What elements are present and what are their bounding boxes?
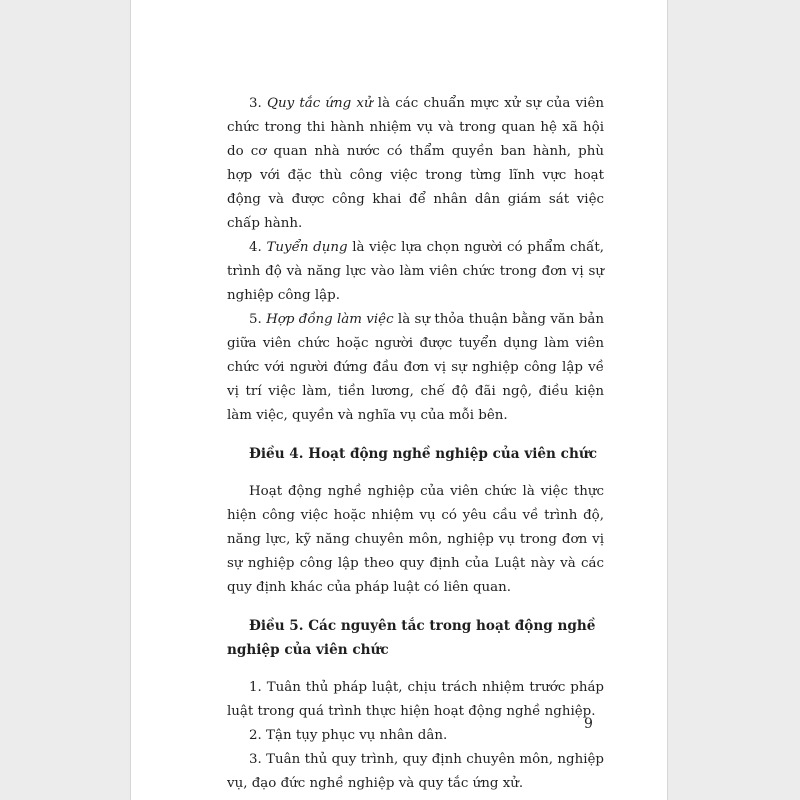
page-number: 9 (584, 716, 593, 732)
article-5-item-1: 1. Tuân thủ pháp luật, chịu trách nhiệm trước pháp luật trong quá trình thực hiện hoạt động nghề nghiệp. (227, 680, 604, 719)
term-tuyen-dung: Tuyển dụng (266, 240, 348, 255)
term-quy-tac-ung-xu: Quy tắc ứng xử (266, 96, 373, 111)
article-4-body: Hoạt động nghề nghiệp của viên chức là việc thực hiện công việc hoặc nhiệm vụ có yêu cầu về trình độ, năng lực, kỹ năng chuyên môn, nghiệp vụ trong đơn vị sự nghiệp công lập theo quy định của Luật này và các quy định khác của pháp luật có liên quan. (227, 484, 604, 595)
article-5-item-3: 3. Tuân thủ quy trình, quy định chuyên môn, nghiệp vụ, đạo đức nghề nghiệp và quy tắc ứng xử. (227, 752, 604, 791)
term-hop-dong-lam-viec: Hợp đồng làm việc (266, 312, 394, 327)
definition-5: 5. Hợp đồng làm việc là sự thỏa thuận bằng văn bản giữa viên chức hoặc người được tuyển dụng làm viên chức với người đứng đầu đơn vị sự nghiệp công lập về vị trí việc làm, tiền lương, chế độ đãi ngộ, điều kiện làm việc, quyền và nghĩa vụ của mỗi bên. (227, 312, 604, 423)
article-4-heading: Điều 4. Hoạt động nghề nghiệp của viên chức (249, 446, 597, 462)
right-page-edge (667, 0, 800, 800)
definition-3: 3. Quy tắc ứng xử là các chuẩn mực xử sự của viên chức trong thi hành nhiệm vụ và trong quan hệ xã hội do cơ quan nhà nước có thẩm quyền ban hành, phù hợp với đặc thù công việc trong từng lĩnh vực hoạt động và được công khai để nhân dân giám sát việc chấp hành. (227, 96, 605, 231)
page-text (227, 92, 604, 796)
article-5-item-2: 2. Tận tụy phục vụ nhân dân. (249, 728, 448, 743)
book-page (131, 0, 666, 800)
definition-4: 4. Tuyển dụng là việc lựa chọn người có phẩm chất, trình độ và năng lực vào làm viên chức trong đơn vị sự nghiệp công lập. (227, 240, 604, 303)
left-page-edge (0, 0, 131, 800)
article-5-heading: Điều 5. Các nguyên tắc trong hoạt động nghề nghiệp của viên chức (227, 618, 596, 658)
